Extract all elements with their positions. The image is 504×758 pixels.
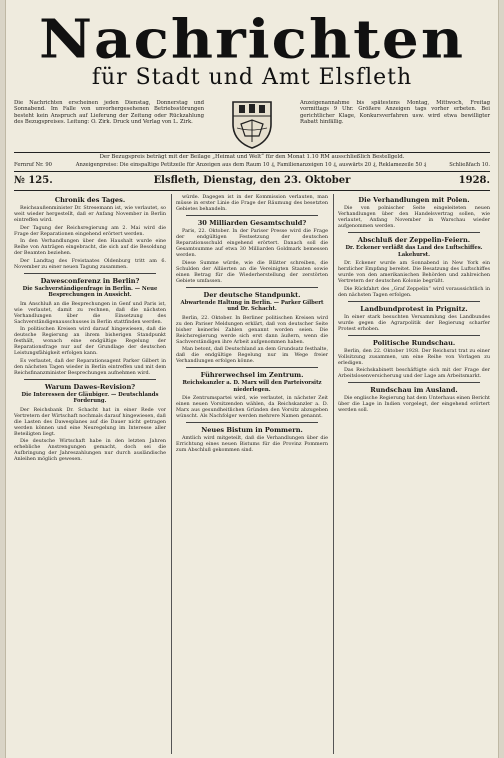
article-paragraph: Die Zentrumspartei wird, wie verlautet, in nächster Zeit einen neuen Vorsitzenden wählen, da Reichskanzler a. D. Marx aus gesundheitlichen Gründen den Vorsitz abzugeben wünscht. Als Nachfolger werden mehrere Namen genannt. (176, 395, 328, 419)
article-columns (14, 194, 490, 754)
article-paragraph: Im Anschluß an die Besprechungen in Genf und Paris ist, wie verlautet, damit zu rechnen, daß die nächsten Verhandlungen über die Einsetzung des Sachverständigenausschusses in Berlin stattfinden werden. (14, 300, 166, 325)
article-headline: Chronik des Tages. (54, 196, 126, 204)
article-paragraph: Die englische Regierung hat dem Unterhaus einen Bericht über die Lage in Indien vorgelegt, der eingehend erörtert werden soll. (338, 395, 490, 413)
article-headline: 30 Milliarden Gesamtschuld? (197, 219, 307, 227)
article-paragraph: Die Rückfahrt des „Graf Zeppelin“ wird voraussichtlich in den nächsten Tagen erfolgen. (338, 285, 490, 298)
article-paragraph: Der Landtag des Freistaates Oldenburg tritt am 6. November zu einer neuen Tagung zusammen. (14, 257, 166, 270)
subscription-price: Der Bezugspreis beträgt mit der Beilage „Heimat und Welt“ für den Monat 1.10 RM ausschließlich Bestellgeld. (99, 154, 405, 160)
article-headline: Neues Bistum in Pommern. (201, 426, 303, 434)
article-paragraph: Reichsaußenminister Dr. Stresemann ist, wie verlautet, so weit wieder hergestellt, daß er Anfang November in Berlin eintreffen wird. (14, 205, 166, 223)
article-subheadline: Abwartende Haltung in Berlin. — Parker Gilbert und Dr. Schacht. (180, 299, 324, 312)
article-paragraph: würde. Dagegen ist in der Kommission verlauten, man müsse in erster Linie die Frage der Räumung des besetzten Gebietes behandeln. (176, 194, 328, 212)
article-divider (24, 273, 156, 274)
article-subheadline: Die Sachverständigenfrage in Berlin. — Neue Besprechungen in Aussicht. (22, 285, 158, 298)
issue-year: 1928. (458, 175, 490, 186)
article-divider (348, 382, 480, 383)
column-separator (333, 194, 334, 754)
article-paragraph: Berlin, 22. Oktober. In Berliner politischen Kreisen wird zu den Pariser Meldungen erklärt, daß von deutscher Seite bisher keinerlei Zahlen genannt worden seien. Die Reichsregierung werde sich erst dann äußern, wenn die Sachverständigen ihre Arbeit aufgenommen haben. (176, 314, 328, 345)
article-headline: Politische Rundschau. (372, 338, 456, 347)
article-paragraph: In den Verhandlungen über den Haushalt wurde eine Reihe von Anträgen eingebracht, die sich auf die Besoldung der Beamten beziehen. (14, 238, 166, 256)
issue-date: Elsfleth, Dienstag, den 23. Oktober (153, 175, 351, 186)
divider (14, 152, 490, 153)
article-divider (186, 367, 318, 368)
divider (14, 190, 490, 191)
article-paragraph: Dr. Eckener wurde am Sonnabend in New York ein herzlicher Empfang bereitet. Die Besatzung des Luftschiffes wurde von den amerikanischen Behörden und zahlreichen Vertretern der deutschen Kolonie begrüßt. (338, 260, 490, 284)
article-paragraph: In einer stark besuchten Versammlung des Landbundes wurde gegen die Agrarpolitik der Regierung scharfer Protest erhoben. (338, 313, 490, 332)
article-paragraph: Diese Summe würde, wie die Blätter schreiben, die Schulden der Alliierten an die Vereinigten Staaten sowie einen Betrag für die Wiederherstellung der zerstörten Gebiete umfassen. (176, 259, 328, 284)
masthead (14, 8, 490, 90)
column-1 (14, 194, 166, 754)
article-paragraph: Es verlautet, daß der Reparationsagent Parker Gilbert in den nächsten Tagen wieder in Berlin eintreffen und mit dem Reichsfinanzminister Besprechungen aufnehmen wird. (14, 357, 166, 376)
phone-number: Fernruf Nr. 90 (14, 162, 52, 168)
article-headline: Rundschau im Ausland. (370, 386, 458, 394)
article-headline: Führerwechsel im Zentrum. (200, 371, 304, 379)
article-paragraph: Die von polnischer Seite eingeleiteten neuen Verhandlungen über den Handelsvertrag sollen, wie verlautet, Anfang November in Warschau wieder aufgenommen werden. (338, 205, 490, 229)
post-box: Schließfach 10. (449, 162, 490, 168)
article-headline: Warum Dawes-Revision? (44, 382, 136, 391)
article-paragraph: Der Reichsbank Dr. Schacht hat in einer Rede vor Vertretern der Wirtschaft nochmals darauf hingewiesen, daß die Lasten des Dawesplanes auf die Dauer nicht getragen werden können und eine Neuregelung im Interesse aller Beteiligten liegt. (14, 406, 166, 437)
article-divider (348, 301, 480, 302)
article-subheadline: Dr. Eckener verläßt das Land des Luftschiffes. Lakehurst. (345, 245, 483, 258)
issue-number: № 125. (14, 175, 53, 186)
article-divider (348, 232, 480, 233)
article-subheadline: Die Interessen der Gläubiger. — Deutschlands Forderung. (21, 391, 159, 404)
article-divider (186, 215, 318, 216)
article-subheadline: Reichskanzler a. D. Marx will den Parteivorsitz niederlegen. (182, 380, 322, 393)
article-headline: Die Verhandlungen mit Polen. (358, 196, 470, 204)
newspaper-subtitle: für Stadt und Amt Elsfleth (91, 65, 413, 90)
column-separator (171, 194, 172, 754)
article-paragraph: Die deutsche Wirtschaft habe in den letzten Jahren erhebliche Anstrengungen gemacht, doch sei die Aufbringung der Jahreszahlungen nur durch ausländische Anleihen möglich gewesen. (14, 438, 166, 462)
article-headline: Dawesconferenz in Berlin? (40, 276, 140, 285)
publication-info: Die Nachrichten erscheinen jeden Dienstag, Donnerstag und Sonnabend. Im Falle von unvorhergesehenen Betriebsstörungen besteht kein Anspruch auf Lieferung der Zeitung oder Rückzahlung des Bezugspreises. Leitung: O. Zirk. Druck und Verlag von L. Zirk. (14, 100, 204, 126)
issue-line (14, 174, 490, 188)
newspaper-page (6, 0, 498, 758)
article-paragraph: Amtlich wird mitgeteilt, daß die Verhandlungen über die Errichtung eines neuen Bistums für die Provinz Pommern zum Abschluß gekommen sind. (176, 435, 328, 453)
newspaper-title: Nachrichten (38, 7, 466, 71)
column-3 (338, 194, 490, 754)
divider (14, 171, 490, 172)
article-paragraph: Der Tagung der Reichsregierung am 2. Mai wird die Frage der Reparationen eingehend erörtert werden. (14, 224, 166, 237)
article-paragraph: In politischen Kreisen wird darauf hingewiesen, daß die deutsche Regierung an ihrem bisherigen Standpunkt festhält, wonach eine endgültige Regelung der Reparationsfrage nur auf der Grundlage der deutschen Leistungsfähigkeit erfolgen kann. (14, 326, 166, 356)
article-paragraph: Man betont, daß Deutschland an dem Grundsatz festhalte, daß die endgültige Regelung nur im Wege freier Verhandlungen erfolgen könne. (176, 346, 328, 364)
article-paragraph: Das Reichskabinett beschäftigte sich mit der Frage der Arbeitslosenversicherung und der Lage am Arbeitsmarkt. (338, 367, 490, 379)
article-divider (186, 287, 318, 288)
article-paragraph: Paris, 22. Oktober. In der Pariser Presse wird die Frage der endgültigen Festsetzung der deutschen Reparationsschuld eingehend erörtert. Danach soll die Gesamtsumme auf etwa 30 Milliarden Goldmark bemessen werden. (176, 228, 328, 258)
article-headline: Der deutsche Standpunkt. (203, 290, 301, 299)
article-headline: Abschluß der Zeppelin-Feiern. (357, 236, 471, 244)
article-divider (348, 335, 480, 336)
column-2 (176, 194, 328, 754)
coat-of-arms-icon (229, 98, 275, 150)
article-divider (24, 379, 156, 380)
ad-prices: Anzeigenpreise: Die einspaltige Petitzeile für Anzeigen aus dem Raum 10 ₰, Familienanzeigen 10 ₰, auswärts 20 ₰, Reklamezeile 50 ₰ (75, 162, 427, 168)
article-divider (186, 422, 318, 423)
info-row (14, 100, 490, 150)
advertising-info: Anzeigenannahme bis spätestens Montag, Mittwoch, Freitag vormittags 9 Uhr. Größere Anzeigen tags vorher erbeten. Bei gerichtlicher Klage, Konkursverfahren usw. wird etwa bewilligter Rabatt hinfällig. (300, 100, 490, 126)
article-headline: Landbundprotest in Prignitz. (360, 304, 468, 313)
article-paragraph: Berlin, den 22. Oktober 1928. Der Reichsrat trat zu einer Vollsitzung zusammen, um eine Reihe von Vorlagen zu erledigen. (338, 347, 490, 366)
